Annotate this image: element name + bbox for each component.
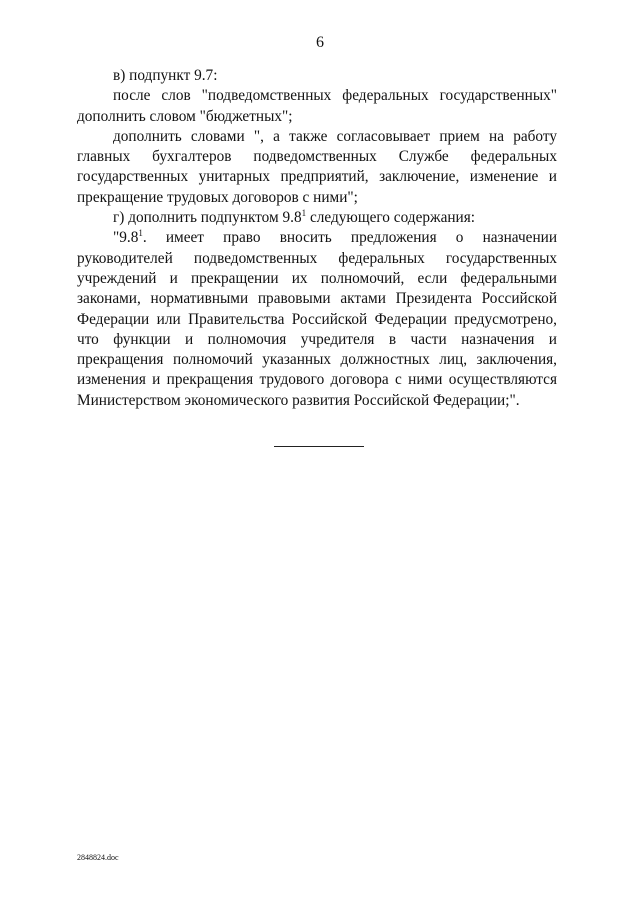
page-number: 6 <box>316 34 324 51</box>
document-filename: 2848824.doc <box>77 853 119 862</box>
p4-text-end: следующего содержания: <box>306 209 476 227</box>
p5-text-start: "9.8 <box>113 229 139 247</box>
paragraph-add-words: дополнить словами ", а также согласовывает прием на работу главных бухгалтеров подведомственных Службе федеральных государственных унитарных предприятий, заключение, изменение и прекращение трудовых договоров с ними"; <box>77 127 557 206</box>
document-body <box>77 66 557 411</box>
paragraph-add-word: после слов "подведомственных федеральных государственных" дополнить словом "бюджетных"; <box>77 87 557 125</box>
p4-text-start: г) дополнить подпунктом 9.8 <box>113 209 302 227</box>
paragraph-subitem-9-8 <box>77 208 557 228</box>
p4-superscript: 1 <box>301 208 307 219</box>
p5-superscript: 1 <box>138 228 143 239</box>
paragraph-quoted-text <box>77 228 557 411</box>
p5-text-end: . имеет право вносить предложения о назначении руководителей подведомственных федеральных государственных учреждений и прекращении их полномочий, если федеральными законами, нормативными правовыми актами Президента Российской Федерации или Правительства Российской Федерации предусмотрено, что функции и полномочия учредителя в части назначения и прекращения полномочий указанных должностных лиц, заключения, изменения и прекращения трудового договора с ними осуществляются Министерством экономического развития Российской Федерации;". <box>77 229 557 409</box>
paragraph-subitem-9-7: в) подпункт 9.7: <box>113 67 218 84</box>
separator-line <box>274 446 364 447</box>
